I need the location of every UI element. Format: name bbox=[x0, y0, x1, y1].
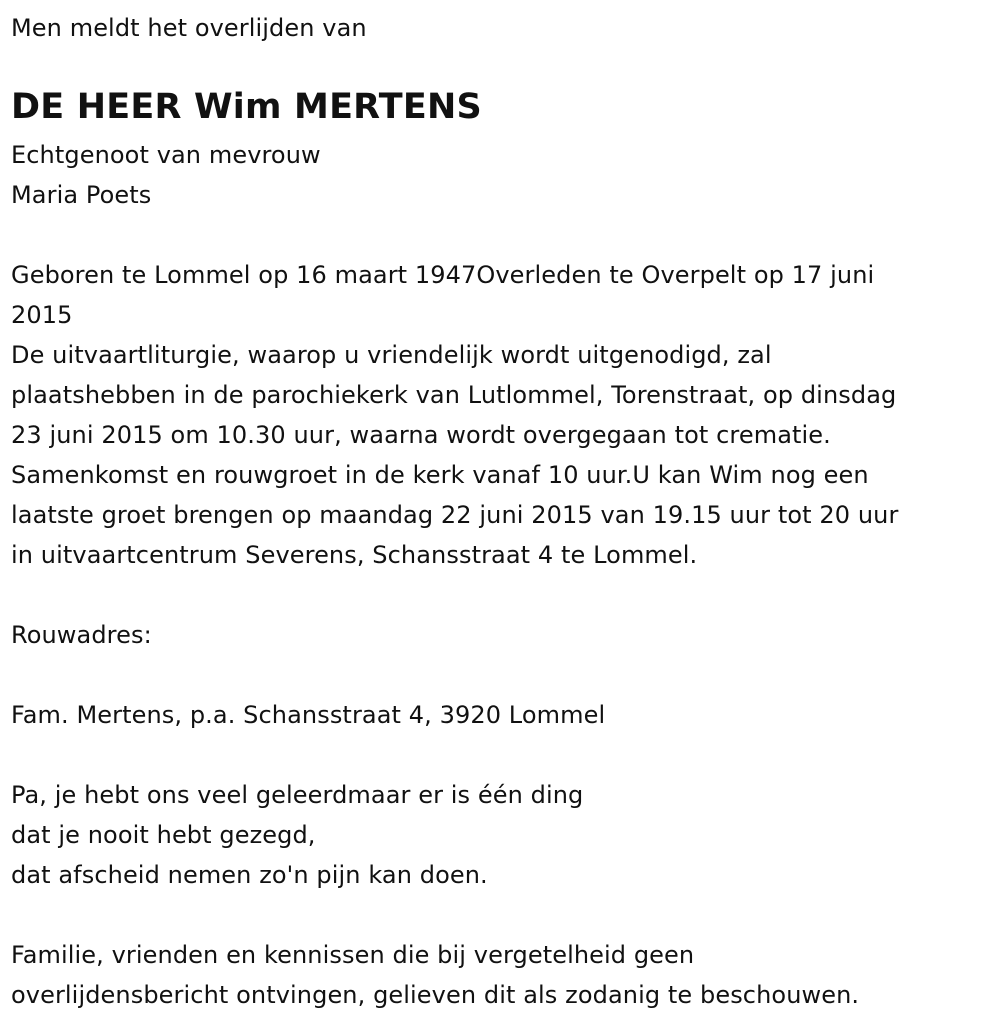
closing-line-2: overlijdensbericht ontvingen, gelieven dit als zodanig te beschouwen. bbox=[11, 981, 860, 1009]
birth-death-line-2: 2015 bbox=[11, 301, 73, 329]
spacer bbox=[11, 215, 990, 255]
spacer bbox=[11, 655, 990, 695]
funeral-line-2: plaatshebben in de parochiekerk van Lutlommel, Torenstraat, op dinsdag bbox=[11, 381, 897, 409]
funeral-line-4: Samenkomst en rouwgroet in de kerk vanaf 10 uur.U kan Wim nog een bbox=[11, 461, 869, 489]
spouse-line-1: Echtgenoot van mevrouw bbox=[11, 141, 321, 169]
closing-line-1: Familie, vrienden en kennissen die bij vergetelheid geen bbox=[11, 941, 695, 969]
funeral-line-6: in uitvaartcentrum Severens, Schansstraat 4 te Lommel. bbox=[11, 541, 698, 569]
funeral-line-3: 23 juni 2015 om 10.30 uur, waarna wordt overgegaan tot crematie. bbox=[11, 421, 831, 449]
poem-line-1: Pa, je hebt ons veel geleerdmaar er is één ding bbox=[11, 781, 584, 809]
deceased-name: DE HEER Wim MERTENS bbox=[11, 87, 482, 127]
funeral-line-5: laatste groet brengen op maandag 22 juni 2015 van 19.15 uur tot 20 uur bbox=[11, 501, 899, 529]
poem-line-3: dat afscheid nemen zo'n pijn kan doen. bbox=[11, 861, 488, 889]
spacer bbox=[11, 895, 990, 935]
birth-death-line-1: Geboren te Lommel op 16 maart 1947Overleden te Overpelt op 17 juni bbox=[11, 261, 875, 289]
funeral-line-1: De uitvaartliturgie, waarop u vriendelijk wordt uitgenodigd, zal bbox=[11, 341, 772, 369]
intro-text: Men meldt het overlijden van bbox=[11, 14, 367, 42]
spacer bbox=[11, 735, 990, 775]
address-label: Rouwadres: bbox=[11, 621, 152, 649]
poem-line-2: dat je nooit hebt gezegd, bbox=[11, 821, 316, 849]
address-text: Fam. Mertens, p.a. Schansstraat 4, 3920 Lommel bbox=[11, 701, 606, 729]
spacer bbox=[11, 575, 990, 615]
spouse-line-2: Maria Poets bbox=[11, 181, 152, 209]
